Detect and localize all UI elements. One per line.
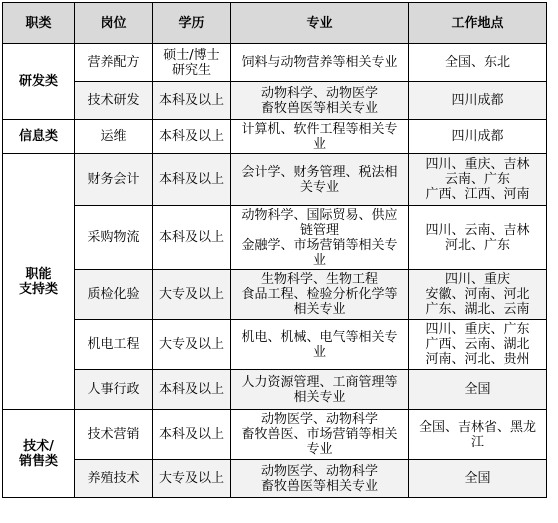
- header-position: 岗位: [75, 3, 153, 44]
- category-research: 研发类: [3, 44, 75, 120]
- education-cell: 本科及以上: [153, 120, 231, 154]
- location-cell: 全国、东北: [409, 44, 547, 82]
- position-cell: 人事行政: [75, 370, 153, 410]
- position-cell: 养殖技术: [75, 460, 153, 498]
- education-cell: 大专及以上: [153, 270, 231, 320]
- position-cell: 财务会计: [75, 154, 153, 206]
- education-cell: 本科及以上: [153, 154, 231, 206]
- major-cell: 动物科学、动物医学 畜牧兽医等相关专业: [231, 82, 409, 120]
- location-cell: 四川、重庆、吉林 云南、广东 广西、江西、河南: [409, 154, 547, 206]
- recruitment-table: [2, 2, 547, 498]
- location-cell: 四川成都: [409, 120, 547, 154]
- category-tech-sales: 技术/ 销售类: [3, 410, 75, 498]
- table-row: [3, 460, 547, 498]
- header-category: 职类: [3, 3, 75, 44]
- major-cell: 生物科学、生物工程 食品工程、检验分析化学等 相关专业: [231, 270, 409, 320]
- major-cell: 计算机、软件工程等相关专 业: [231, 120, 409, 154]
- major-cell: 动物医学、动物科学 畜牧兽医、市场营销等相关 专业: [231, 410, 409, 460]
- major-cell: 动物医学、动物科学 畜牧兽医等相关专业: [231, 460, 409, 498]
- education-cell: 硕士/博士 研究生: [153, 44, 231, 82]
- location-cell: 四川、云南、吉林 河北、广东: [409, 206, 547, 270]
- position-cell: 机电工程: [75, 320, 153, 370]
- position-cell: 运维: [75, 120, 153, 154]
- category-support: 职能 支持类: [3, 154, 75, 410]
- table-row: [3, 154, 547, 206]
- table-row: [3, 120, 547, 154]
- position-cell: 技术研发: [75, 82, 153, 120]
- education-cell: 本科及以上: [153, 82, 231, 120]
- table-row: [3, 320, 547, 370]
- location-cell: 四川、重庆 安徽、河南、河北 广东、湖北、云南: [409, 270, 547, 320]
- table-row: [3, 206, 547, 270]
- table-row: [3, 44, 547, 82]
- location-cell: 全国、吉林省、黑龙 江: [409, 410, 547, 460]
- category-info: 信息类: [3, 120, 75, 154]
- location-cell: 全国: [409, 460, 547, 498]
- major-cell: 会计学、财务管理、税法相 关专业: [231, 154, 409, 206]
- major-cell: 饲料与动物营养等相关专业: [231, 44, 409, 82]
- header-row: [3, 3, 547, 44]
- position-cell: 技术营销: [75, 410, 153, 460]
- location-cell: 四川、重庆、广东 广西、云南、湖北 河南、河北、贵州: [409, 320, 547, 370]
- major-cell: 人力资源管理、工商管理等 相关专业: [231, 370, 409, 410]
- location-cell: 全国: [409, 370, 547, 410]
- table-row: [3, 82, 547, 120]
- table-row: [3, 370, 547, 410]
- header-education: 学历: [153, 3, 231, 44]
- position-cell: 营养配方: [75, 44, 153, 82]
- education-cell: 大专及以上: [153, 460, 231, 498]
- header-location: 工作地点: [409, 3, 547, 44]
- education-cell: 本科及以上: [153, 206, 231, 270]
- education-cell: 本科及以上: [153, 370, 231, 410]
- position-cell: 质检化验: [75, 270, 153, 320]
- education-cell: 大专及以上: [153, 320, 231, 370]
- major-cell: 动物科学、国际贸易、供应 链管理 金融学、市场营销等相关专 业: [231, 206, 409, 270]
- table-row: [3, 270, 547, 320]
- education-cell: 本科及以上: [153, 410, 231, 460]
- major-cell: 机电、机械、电气等相关专 业: [231, 320, 409, 370]
- location-cell: 四川成都: [409, 82, 547, 120]
- header-major: 专业: [231, 3, 409, 44]
- position-cell: 采购物流: [75, 206, 153, 270]
- table-row: [3, 410, 547, 460]
